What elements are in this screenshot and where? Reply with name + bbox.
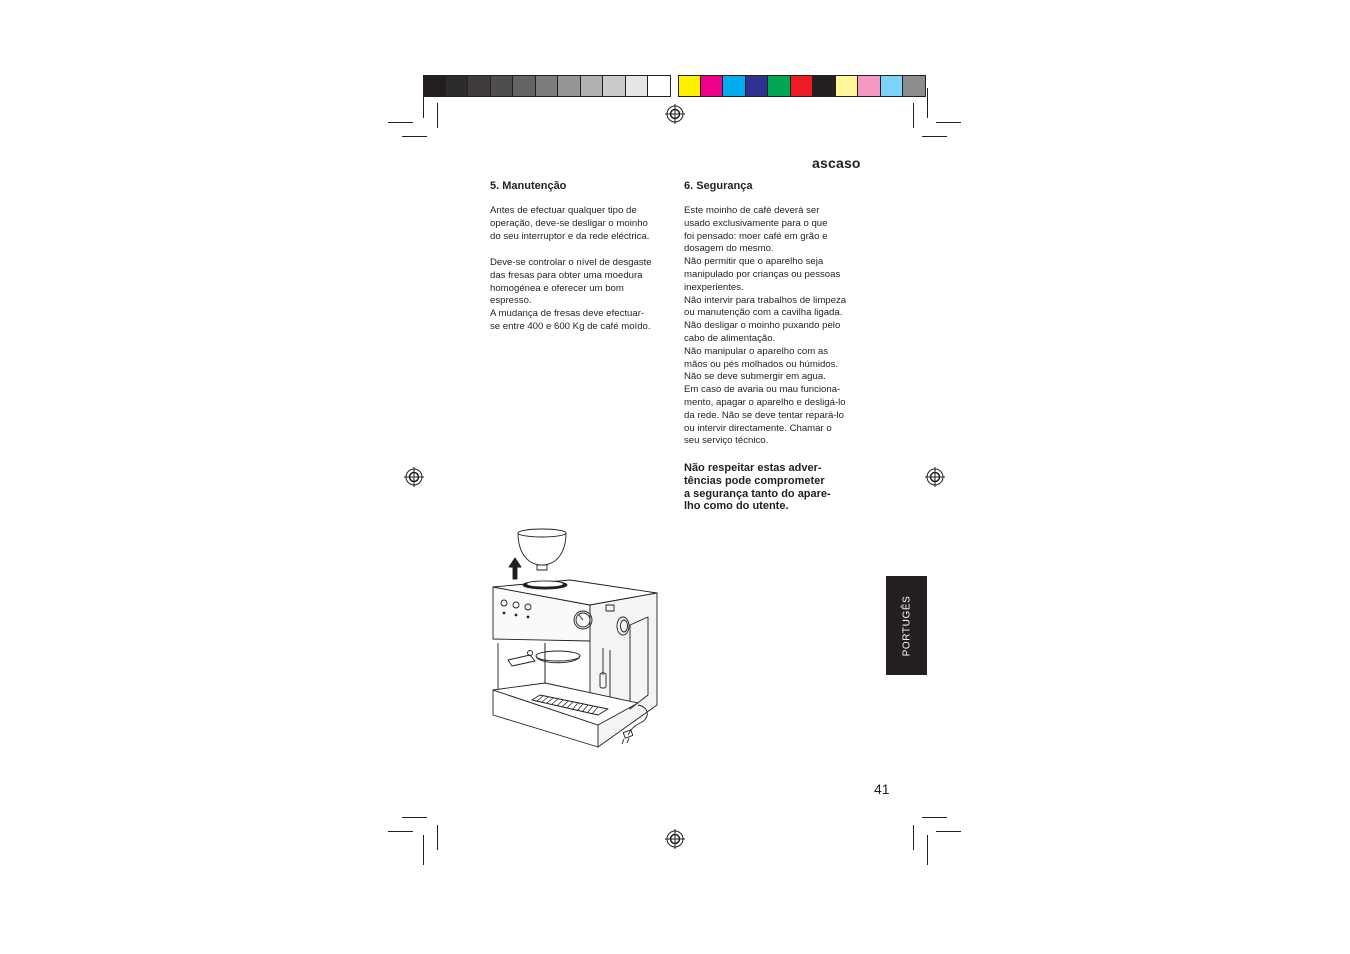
crop-mark [388, 122, 413, 123]
registration-mark-icon [665, 104, 685, 124]
maintenance-heading: 5. Manutenção [490, 180, 567, 192]
up-arrow-icon [509, 558, 521, 579]
language-tab [886, 576, 927, 675]
color-swatch [903, 76, 926, 96]
color-swatch [446, 76, 469, 96]
crop-mark [423, 835, 424, 865]
safety-paragraph: Este moinho de café deverá ser usado exclusivamente para o que foi pensado: moer café em grão e dosagem do mesmo. Não permitir que o aparelho seja manipulado por crianças ou pessoas inexperientes. Não intervir para trabalhos de limpeza ou manutenção com a cavilha ligada. Não desligar o moinho puxando pelo cabo de alimentação. Não manipular o aparelho com as mãos ou pés molhados ou húmidos. Não se deve submergir em agua. Em caso de avaria ou mau funciona- mento, apagar o aparelho e desligá-lo da rede. Não se deve tentar repará-lo ou intervir directamente. Chamar o seu serviço técnico. [684, 205, 847, 447]
crop-mark [922, 817, 947, 818]
color-swatch [626, 76, 649, 96]
crop-mark [388, 831, 413, 832]
registration-mark-icon [665, 829, 685, 849]
maintenance-paragraph-1: Antes de efectuar qualquer tipo de operação, deve-se desligar o moinho do seu interruptor e da rede eléctrica. [490, 205, 650, 242]
crop-mark [423, 88, 424, 118]
crop-mark [402, 136, 427, 137]
color-swatch [858, 76, 881, 96]
language-tab-label: PORTUGÊS [901, 595, 912, 656]
color-swatch [581, 76, 604, 96]
crop-mark [936, 122, 961, 123]
espresso-machine-icon [490, 525, 665, 753]
color-swatch [648, 76, 671, 96]
crop-mark [927, 88, 928, 118]
color-swatch [723, 76, 746, 96]
color-swatch [468, 76, 491, 96]
color-swatch [678, 76, 701, 96]
crop-mark [936, 831, 961, 832]
color-swatch [558, 76, 581, 96]
crop-mark [913, 103, 914, 128]
grayscale-color-bar [423, 75, 671, 97]
color-swatch [423, 76, 446, 96]
crop-mark [922, 136, 947, 137]
crop-mark [437, 103, 438, 128]
process-color-bar [678, 75, 926, 97]
color-swatch [791, 76, 814, 96]
color-swatch [836, 76, 859, 96]
crop-mark [402, 817, 427, 818]
color-swatch [536, 76, 559, 96]
safety-warning: Não respeitar estas adver- tências pode comprometer a segurança tanto do apare- lho como do utente. [684, 462, 831, 513]
registration-mark-icon [404, 467, 424, 487]
registration-mark-icon [925, 467, 945, 487]
color-swatch [813, 76, 836, 96]
color-swatch [768, 76, 791, 96]
color-swatch [701, 76, 724, 96]
page-number: 41 [874, 781, 890, 797]
maintenance-paragraph-2: Deve-se controlar o nível de desgaste das fresas para obter uma moedura homogénea e oferecer um bom espresso. A mudança de fresas deve efectuar- se entre 400 e 600 Kg de café moído. [490, 257, 652, 332]
color-swatch [881, 76, 904, 96]
crop-mark [437, 825, 438, 850]
color-swatch [513, 76, 536, 96]
color-swatch [746, 76, 769, 96]
crop-mark [927, 835, 928, 865]
color-swatch [491, 76, 514, 96]
crop-mark [913, 825, 914, 850]
brand-logo: ascaso [812, 155, 861, 171]
safety-heading: 6. Segurança [684, 180, 753, 192]
color-swatch [603, 76, 626, 96]
